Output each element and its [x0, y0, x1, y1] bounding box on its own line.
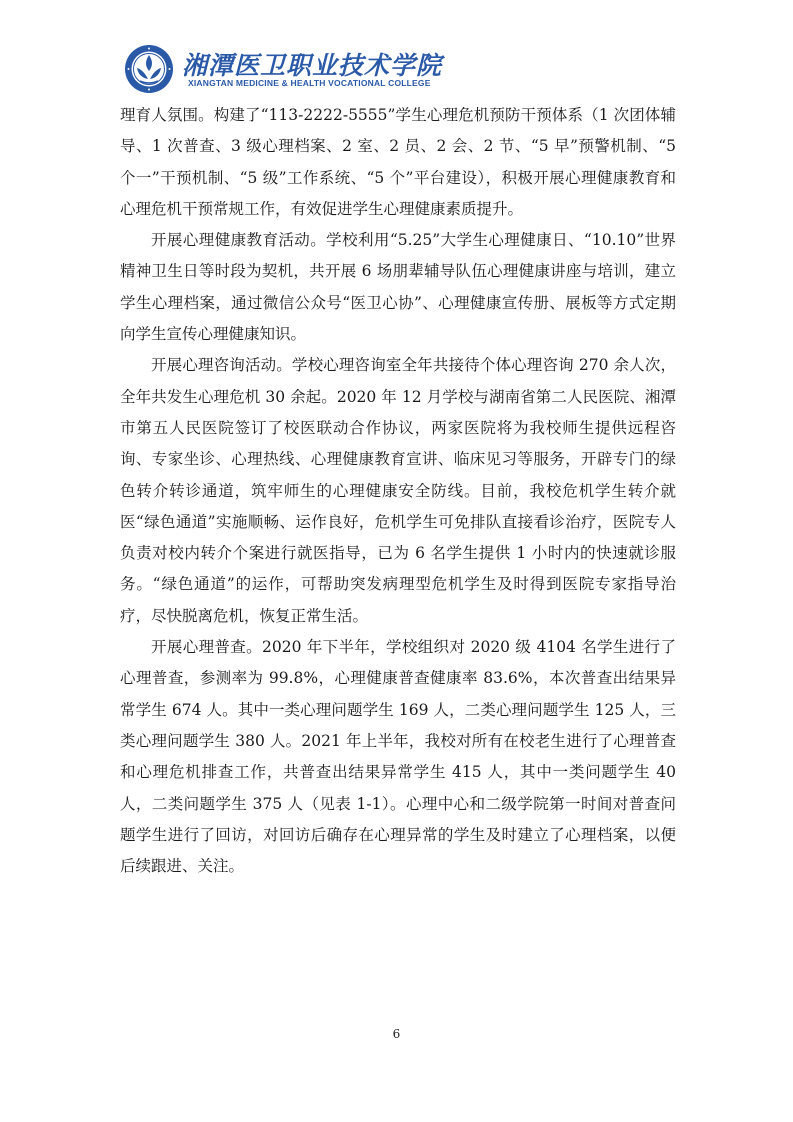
page-number: 6: [392, 1027, 401, 1041]
paragraph-psychological-survey: 开展心理普查。2020 年下半年，学校组织对 2020 级 4104 名学生进行了心理普查，参测率为 99.8%，心理健康普查健康率 83.6%，本次普查出结果异常学生 674 人。其中一类心理问题学生 169 人，二类心理问题学生 125 人，三类心理问题学生 380 人。2021 年上半年，我校对所有在校老生进行了心理普查和心理危机排查工作，共普查出结果异常学生 415 人，其中一类问题学生 40 人，二类问题学生 375 人（见表 1-1）。心理中心和二级学院第一时间对普查问题学生进行了回访，对回访后确存在心理异常的学生及时建立了心理档案，以便后续跟进、关注。: [120, 638, 676, 876]
college-name-cn: 湘潭医卫职业技术学院: [182, 51, 443, 80]
paragraph-education-activities: 开展心理健康教育活动。学校利用“5.25”大学生心理健康日、“10.10”世界精神卫生日等时段为契机，共开展 6 场朋辈辅导队伍心理健康讲座与培训，建立学生心理档案，通过微信公众号“医卫心协”、心理健康宣传册、展板等方式定期向学生宣传心理健康知识。: [120, 231, 676, 344]
page-header: [118, 42, 678, 102]
college-name-en: XIANGTAN MEDICINE & HEALTH VOCATIONAL COLLEGE: [188, 78, 431, 88]
document-body: [120, 100, 676, 882]
paragraph-counseling-activities: 开展心理咨询活动。学校心理咨询室全年共接待个体心理咨询 270 余人次，全年共发生心理危机 30 余起。2020 年 12 月学校与湖南省第二人民医院、湘潭市第五人民医院签订了校医联动合作协议，两家医院将为我校师生提供远程咨询、专家坐诊、心理热线、心理健康教育宣讲、临床见习等服务，开辟专门的绿色转介转诊通道，筑牢师生的心理健康安全防线。目前，我校危机学生转介就医“绿色通道”实施顺畅、运作良好，危机学生可免排队直接看诊治疗，医院专人负责对校内转介个案进行就医指导，已为 6 名学生提供 1 小时内的快速就诊服务。“绿色通道”的运作，可帮助突发病理型危机学生及时得到医院专家指导治疗，尽快脱离危机，恢复正常生活。: [120, 356, 676, 625]
paragraph-continuation: 理育人氛围。构建了“113-2222-5555”学生心理危机预防干预体系（1 次团体辅导、1 次普查、3 级心理档案、2 室、2 员、2 会、2 节、“5 早”预警机制、“5 个一”干预机制、“5 级”工作系统、“5 个”平台建设），积极开展心理健康教育和心理危机干预常规工作，有效促进学生心理健康素质提升。: [120, 106, 676, 218]
college-emblem-icon: [124, 44, 174, 94]
